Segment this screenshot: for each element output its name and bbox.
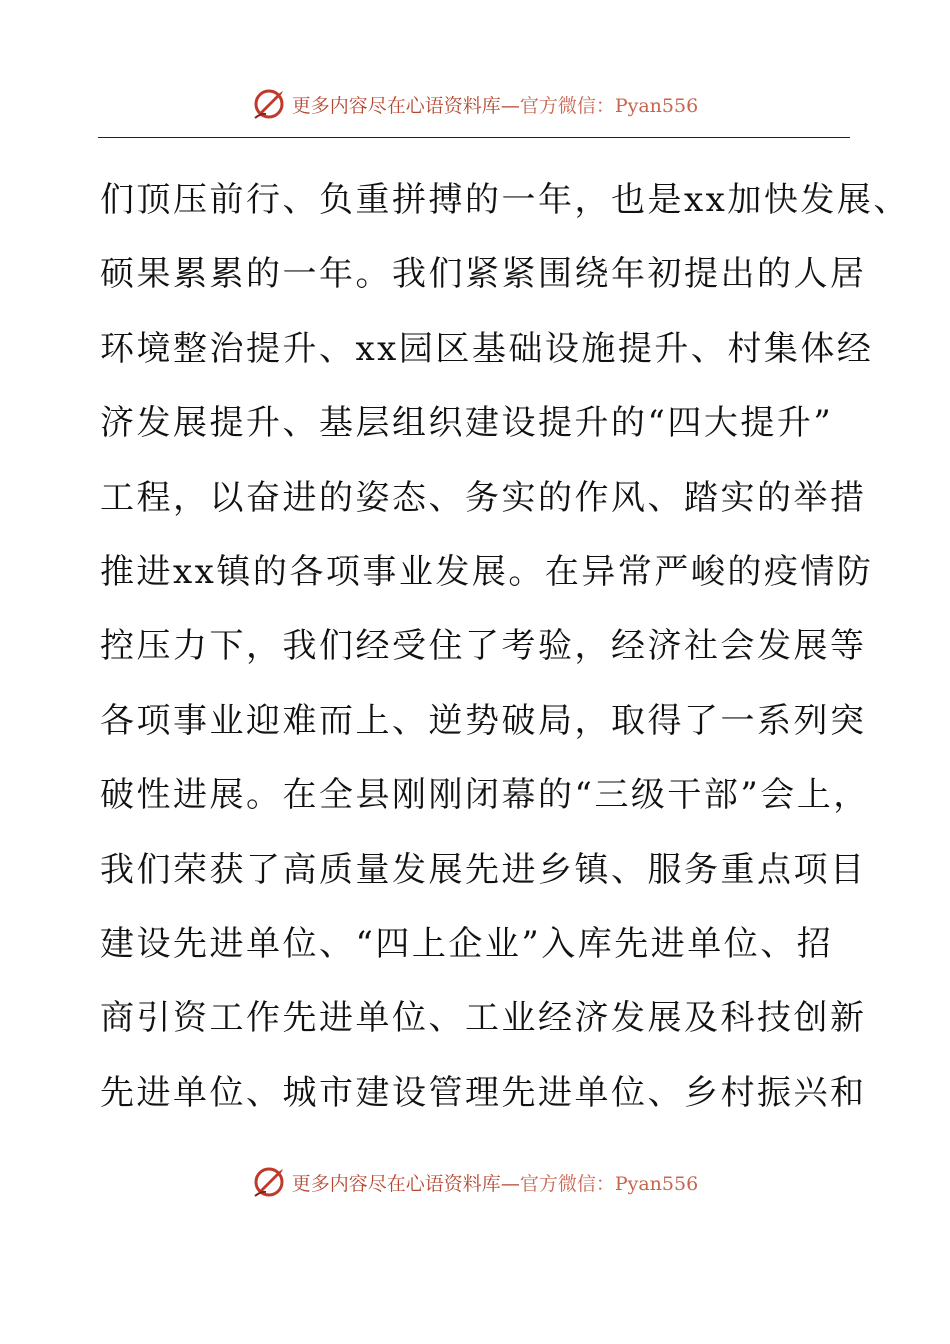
footer-wechat-label: 官方微信： [519, 1172, 615, 1195]
body-line: 各项事业迎难而上、逆势破局，取得了一系列突 [100, 700, 867, 741]
header-banner-text [292, 91, 698, 118]
header-dash: — [500, 94, 520, 117]
body-line: 商引资工作先进单位、工业经济发展及科技创新 [100, 998, 867, 1039]
quill-pen-logo-icon [252, 1165, 286, 1199]
header-wechat-id: Pyan556 [614, 94, 699, 117]
header-divider [98, 137, 850, 138]
footer-site-name: 更多内容尽在心语资料库 [291, 1172, 501, 1195]
header-wechat-label: 官方微信： [519, 94, 615, 117]
footer-wechat-id: Pyan556 [614, 1172, 699, 1195]
body-line: 推进xx镇的各项事业发展。在异常严峻的疫情防 [100, 551, 874, 592]
document-body [100, 163, 910, 1130]
body-line: 济发展提升、基层组织建设提升的“四大提升” [100, 403, 834, 444]
body-line: 先进单位、城市建设管理先进单位、乡村振兴和 [100, 1072, 867, 1113]
header-banner [0, 84, 950, 124]
body-line: 我们荣获了高质量发展先进乡镇、服务重点项目 [100, 849, 867, 890]
body-line: 工程，以奋进的姿态、务实的作风、踏实的举措 [100, 477, 867, 518]
body-line: 环境整治提升、xx园区基础设施提升、村集体经 [100, 328, 874, 369]
body-line: 们顶压前行、负重拼搏的一年，也是xx加快发展、 [100, 180, 910, 220]
body-line: 建设先进单位、“四上企业”入库先进单位、招 [100, 923, 834, 964]
footer-banner-text [292, 1169, 698, 1196]
footer-dash: — [500, 1172, 520, 1195]
body-line: 破性进展。在全县刚刚闭幕的“三级干部”会上， [100, 775, 870, 816]
body-line: 控压力下，我们经受住了考验，经济社会发展等 [100, 626, 867, 667]
body-line: 硕果累累的一年。我们紧紧围绕年初提出的人居 [100, 254, 867, 295]
quill-pen-logo-icon [252, 87, 286, 121]
header-site-name: 更多内容尽在心语资料库 [291, 94, 501, 117]
footer-banner [0, 1162, 950, 1202]
